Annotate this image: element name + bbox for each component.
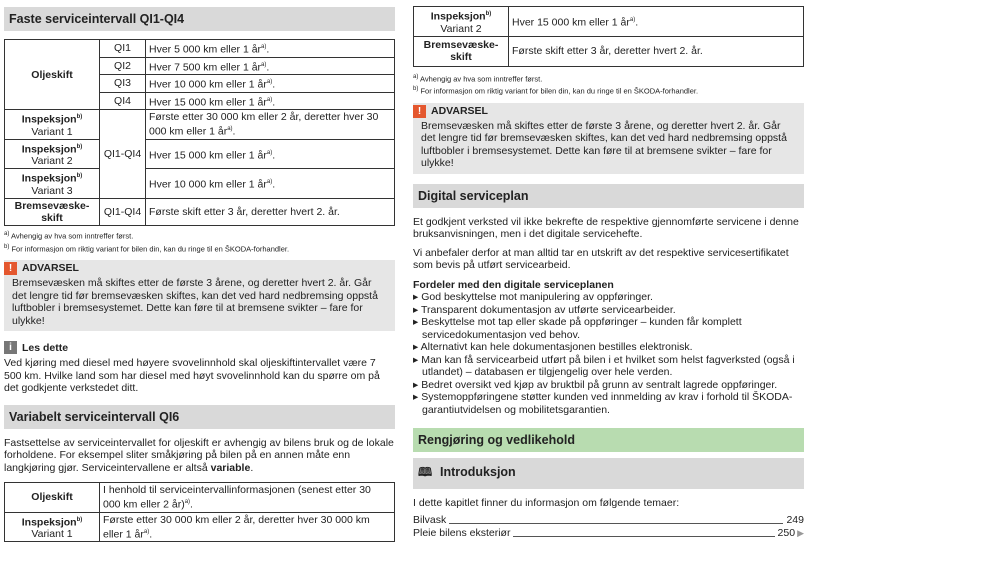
info-icon: i — [4, 341, 17, 354]
digital-plan-text-1: Et godkjent verksted vil ikke bekrefte de respektive gjennomførte servicene i denne bruksanvisningen, men i det digitale servicehefte. — [413, 215, 799, 240]
variable-interval-table-continued — [413, 6, 804, 67]
footnotes: $^{a)}$ Avhengig av hva som inntreffer først. $^{b)}$ For informasjon om riktig variant for bilen din, kan du ringe til en ŠKODA-forhandler. — [4, 231, 290, 253]
info-heading — [4, 341, 395, 354]
list-item: ▸ God beskyttelse mot manipulering av oppføringer. — [413, 291, 653, 303]
list-item: ▸ Bedret oversikt ved kjøp av bruktbil på grunn av sentralt lagrede oppføringer. — [413, 378, 778, 391]
book-icon: 🕮 — [418, 465, 433, 479]
fixed-interval-table — [4, 39, 395, 226]
toc-list — [413, 514, 804, 540]
section-title-introduction: 🕮 Introduksjon — [413, 458, 804, 489]
qi2-text: Hver 7 500 km eller 1 $år^{a)}$. — [146, 57, 395, 75]
inspection-range-cell: QI1-QI4 — [100, 110, 146, 199]
list-item: ▸ Man kan få servicearbeid utført på bilen i et hvilket som helst fagverksted (også i utlandet) – databasen er tilgjengelig over hele verden. — [413, 353, 795, 378]
inspection-variant-2-label: Inspeksjon$^{b)}$ Variant 2 — [5, 139, 100, 169]
left-column — [4, 0, 395, 542]
inspection-variant-2-text: Hver 15 000 km eller 1 $år^{a)}$. — [146, 139, 395, 169]
footnote-b: For informasjon om riktig variant for bilen din, kan du ringe til en ŠKODA-forhandler. — [11, 244, 290, 253]
oil-change-label: Oljeskift — [5, 40, 100, 110]
warning-box — [4, 260, 395, 331]
brake-fluid-text: Første skift etter 3 år, deretter hvert 2. år. — [146, 199, 395, 226]
qi4-cell: QI4 — [100, 92, 146, 110]
section-title-variable-interval: Variabelt serviceintervall QI6 — [4, 405, 395, 429]
footnote-b-right: For informasjon om riktig variant for bilen din, kan du ringe til en ŠKODA-forhandler. — [420, 86, 699, 96]
footnote-a-right: Avhengig av hva som inntreffer først. — [420, 74, 543, 83]
variable-interval-text: Fastsettelse av serviceintervallet for oljeskift er avhengig av bilens bruk og de lokale forholdene. For eksempel sliter småkjøring på bilen på en annen måte enn langkjøring gjør. Serviceintervallene er altså variable. — [4, 436, 394, 474]
inspection-variant-3-text: Hver 10 000 km eller 1 $år^{a)}$. — [146, 169, 395, 199]
toc-item[interactable]: Pleie bilens eksteriør 250 ▶ — [413, 526, 804, 539]
list-item: ▸ Transparent dokumentasjon av utførte servicearbeider. — [413, 303, 676, 316]
brake-fluid-label-right: Bremsevæske- skift — [414, 36, 509, 66]
inspection-variant-3-label: Inspeksjon$^{b)}$ Variant 3 — [5, 169, 100, 199]
warning-icon: ! — [4, 262, 17, 275]
qi1-text: Hver 5 000 km eller 1 $år^{a)}$. — [146, 40, 395, 58]
variant-2-label: Inspeksjon$^{b)}$ Variant 2 — [414, 7, 509, 37]
footnotes-right: $^{a)}$ Avhengig av hva som inntreffer først. $^{b)}$ For informasjon om riktig variant for bilen din, kan du ringe til en ŠKODA-forhandler. — [413, 73, 699, 96]
list-item: ▸ Beskyttelse mot tap eller skade på oppføringer – kunden får komplett servicedokumentasjon ved behov. — [413, 316, 742, 341]
qi3-cell: QI3 — [100, 75, 146, 93]
benefits-list — [413, 291, 804, 416]
variable-oil-text: I henhold til serviceintervallinformasjonen (senest etter 30 000 km eller 2 år)$^{a)}$. — [100, 483, 395, 513]
brake-fluid-text-right: Første skift etter 3 år, deretter hvert 2. år. — [509, 36, 804, 66]
brake-fluid-range: QI1-QI4 — [100, 199, 146, 226]
qi2-cell: QI2 — [100, 57, 146, 75]
warning-title: ADVARSEL — [22, 262, 79, 275]
warning-text-right: Bremsevæsken må skiftes etter de første 3 årene, og deretter hvert 2. år. Går det lengre tid før bremsevæsken skiftes, kan det ved hard nedbremsing oppstå luftbobler i bremsesystemet. Dette kan føre til at bremsene svikter – fare for ulykke! — [421, 119, 787, 169]
section-title-fixed-intervals: Faste serviceintervall QI1-QI4 — [4, 7, 395, 31]
variable-oil-label: Oljeskift — [5, 483, 100, 513]
benefits-title: Fordeler med den digitale serviceplanen — [413, 278, 614, 291]
next-page-icon: ▶ — [797, 527, 804, 538]
variable-inspection-label: Inspeksjon$^{b)}$ Variant 1 — [5, 512, 100, 542]
toc-item[interactable]: Bilvask 249 — [413, 513, 804, 526]
qi3-text: Hver 10 000 km eller 1 $år^{a)}$. — [146, 75, 395, 93]
section-title-cleaning: Rengjøring og vedlikehold — [413, 428, 804, 452]
info-text: Ved kjøring med diesel med høyere svovelinnhold skal oljeskiftintervallet være 7 500 km. Hvilke land som har diesel med høyt svovelinnhold kan du spørre om på det godkjente verkstedet ditt. — [4, 357, 380, 394]
section-title-digital-plan: Digital serviceplan — [413, 184, 804, 208]
variant-2-text: Hver 15 000 km eller 1 $år^{a)}$. — [509, 7, 804, 37]
info-title: Les dette — [22, 341, 69, 354]
warning-title-right: ADVARSEL — [431, 104, 488, 117]
warning-text: Bremsevæsken må skiftes etter de første 3 årene, og deretter hvert 2. år. Går det lengre tid før bremsevæsken skiftes, kan det ved hard nedbremsing oppstå luftbobler i bremsesystemet. Dette kan føre til at bremsene svikter – fare for ulykke! — [12, 277, 378, 327]
brake-fluid-label: Bremsevæske- skift — [5, 199, 100, 226]
inspection-variant-1-label: Inspeksjon$^{b)}$ Variant 1 — [5, 110, 100, 140]
warning-box-right — [413, 103, 804, 174]
footnote-a: Avhengig av hva som inntreffer først. — [11, 231, 134, 241]
inspection-variant-1-text: Første etter 30 000 km eller 2 år, deretter hver 30 000 km eller 1 $år^{a)}$. — [146, 110, 395, 140]
variable-interval-table — [4, 482, 395, 542]
qi1-cell: QI1 — [100, 40, 146, 58]
list-item: ▸ Alternativt kan hele dokumentasjonen bestilles elektronisk. — [413, 341, 693, 353]
digital-plan-text-2: Vi anbefaler derfor at man alltid tar en utskrift av det respektive servicesertifikatet som bevis på utført servicearbeid. — [413, 246, 789, 271]
warning-icon: ! — [413, 105, 426, 118]
variable-inspection-text: Første etter 30 000 km eller 2 år, deretter hver 30 000 km eller 1 $år^{a)}$. — [100, 512, 395, 542]
qi4-text: Hver 15 000 km eller 1 $år^{a)}$. — [146, 92, 395, 110]
list-item: ▸ Systemoppføringene støtter kunden ved innmelding av krav i forhold til ŠKODA-garantiutvidelsen og mobilitetsgarantien. — [413, 391, 793, 416]
right-column — [413, 0, 804, 540]
introduction-text: I dette kapitlet finner du informasjon om følgende temaer: — [413, 497, 680, 509]
